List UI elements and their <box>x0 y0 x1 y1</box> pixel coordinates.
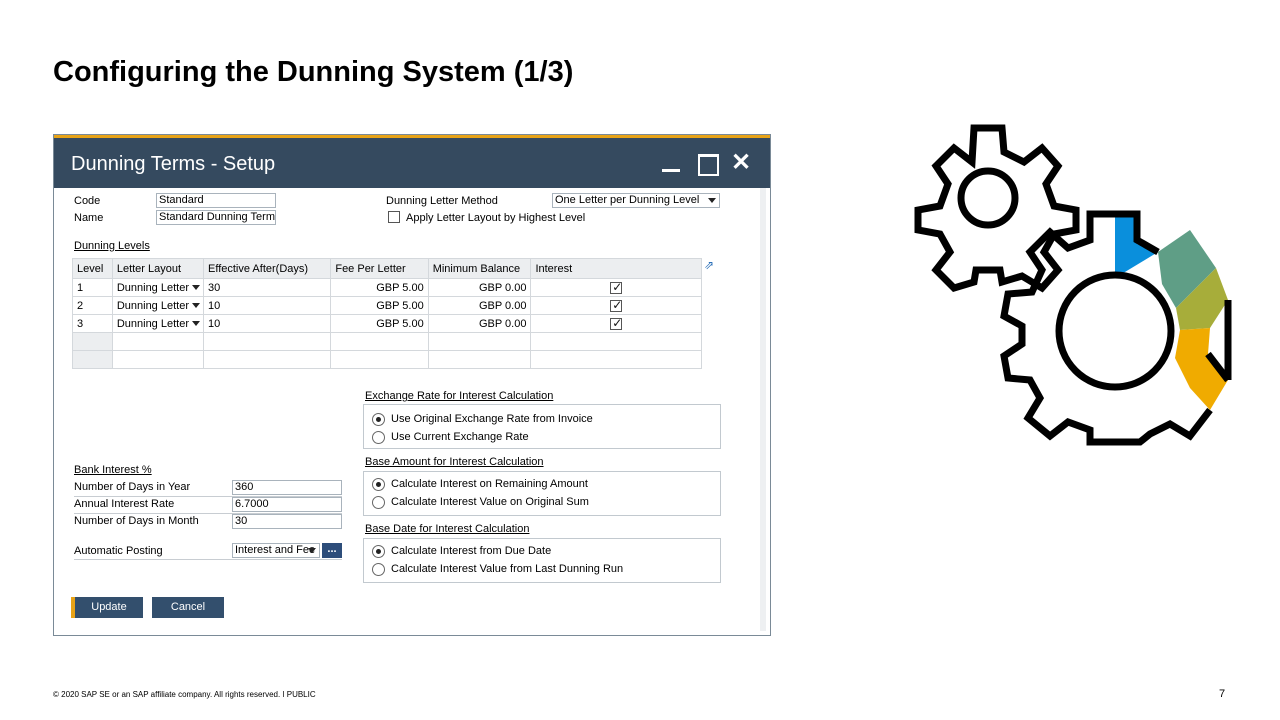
empty-cell[interactable] <box>428 351 531 369</box>
empty-cell[interactable] <box>531 351 702 369</box>
base-amount-label: Base Amount for Interest Calculation <box>365 456 544 468</box>
letter-layout-value: Dunning Letter <box>116 299 189 312</box>
minimum-balance-cell[interactable]: GBP 0.00 <box>428 315 531 333</box>
minimum-balance-cell[interactable]: GBP 0.00 <box>428 297 531 315</box>
minimize-icon[interactable] <box>660 150 682 176</box>
table-row-empty <box>73 351 702 369</box>
dunning-letter-method-label: Dunning Letter Method <box>386 195 498 207</box>
close-icon[interactable]: ✕ <box>730 149 752 176</box>
column-header[interactable]: Effective After(Days) <box>204 259 331 279</box>
window-title: Dunning Terms - Setup <box>71 153 276 175</box>
empty-cell[interactable] <box>73 333 113 351</box>
level-cell[interactable]: 2 <box>73 297 113 315</box>
radio-original-exchange-rate[interactable] <box>372 413 385 426</box>
radio-original-sum[interactable] <box>372 496 385 509</box>
table-header-row <box>73 259 702 279</box>
base-amount-group <box>363 471 721 516</box>
base-date-group <box>363 538 721 583</box>
dropdown-icon <box>192 303 200 308</box>
days-in-month-label: Number of Days in Month <box>74 515 199 527</box>
level-cell[interactable]: 1 <box>73 279 113 297</box>
interest-cell <box>531 297 702 315</box>
bank-interest-label: Bank Interest % <box>74 464 152 476</box>
radio-label: Calculate Interest from Due Date <box>391 545 552 557</box>
column-header[interactable]: Letter Layout <box>112 259 203 279</box>
dropdown-icon <box>192 321 200 326</box>
fee-per-letter-cell[interactable]: GBP 5.00 <box>331 315 428 333</box>
page-number: 7 <box>1219 688 1226 700</box>
radio-current-exchange-rate[interactable] <box>372 431 385 444</box>
interest-cell <box>531 279 702 297</box>
expand-icon[interactable]: ⇗ <box>703 258 715 272</box>
days-in-year-field[interactable]: 360 <box>232 480 342 495</box>
empty-cell[interactable] <box>73 351 113 369</box>
column-header[interactable]: Fee Per Letter <box>331 259 428 279</box>
small-gear-icon <box>918 128 1076 288</box>
slide-title: Configuring the Dunning System (1/3) <box>53 56 574 88</box>
interest-checkbox[interactable] <box>610 318 622 330</box>
fee-per-letter-cell[interactable]: GBP 5.00 <box>331 279 428 297</box>
exchange-rate-group <box>363 404 721 449</box>
annual-interest-rate-field[interactable]: 6.7000 <box>232 497 342 512</box>
radio-label: Calculate Interest Value on Original Sum <box>391 496 589 508</box>
empty-cell[interactable] <box>331 333 428 351</box>
column-header[interactable]: Level <box>73 259 113 279</box>
effective-after-cell[interactable]: 10 <box>204 315 331 333</box>
divider <box>74 559 342 560</box>
vertical-scrollbar[interactable] <box>760 188 766 631</box>
dunning-letter-method-value: One Letter per Dunning Level <box>555 194 700 206</box>
radio-due-date[interactable] <box>372 545 385 558</box>
dunning-terms-window <box>53 134 771 636</box>
radio-label: Calculate Interest Value from Last Dunning Run <box>391 563 624 575</box>
empty-cell[interactable] <box>331 351 428 369</box>
empty-cell[interactable] <box>531 333 702 351</box>
table-row <box>73 279 702 297</box>
automatic-posting-label: Automatic Posting <box>74 545 163 557</box>
minimum-balance-cell[interactable]: GBP 0.00 <box>428 279 531 297</box>
apply-layout-checkbox[interactable] <box>388 211 400 223</box>
base-date-label: Base Date for Interest Calculation <box>365 523 530 535</box>
days-in-year-label: Number of Days in Year <box>74 481 191 493</box>
name-field[interactable]: Standard Dunning Term <box>156 210 276 225</box>
interest-checkbox[interactable] <box>610 300 622 312</box>
dropdown-icon <box>708 198 716 203</box>
table-row <box>73 315 702 333</box>
automatic-posting-ellipsis-button[interactable]: ... <box>322 543 342 558</box>
interest-checkbox[interactable] <box>610 282 622 294</box>
empty-cell[interactable] <box>112 351 203 369</box>
radio-label: Calculate Interest on Remaining Amount <box>391 478 588 490</box>
exchange-rate-label: Exchange Rate for Interest Calculation <box>365 390 554 402</box>
letter-layout-value: Dunning Letter <box>116 281 189 294</box>
dropdown-icon <box>308 548 316 553</box>
empty-cell[interactable] <box>112 333 203 351</box>
apply-layout-label: Apply Letter Layout by Highest Level <box>406 212 586 224</box>
dunning-letter-method-select[interactable] <box>552 193 720 208</box>
code-field[interactable]: Standard <box>156 193 276 208</box>
table-row-empty <box>73 333 702 351</box>
column-header[interactable]: Interest <box>531 259 702 279</box>
large-gear-icon <box>1004 214 1228 448</box>
fee-per-letter-cell[interactable]: GBP 5.00 <box>331 297 428 315</box>
table-row <box>73 297 702 315</box>
automatic-posting-select[interactable] <box>232 543 320 558</box>
effective-after-cell[interactable]: 10 <box>204 297 331 315</box>
copyright-footer: © 2020 SAP SE or an SAP affiliate company. All rights reserved. ǀ PUBLIC <box>53 690 316 699</box>
dunning-levels-label: Dunning Levels <box>74 240 150 252</box>
effective-after-cell[interactable]: 30 <box>204 279 331 297</box>
window-titlebar <box>54 138 770 188</box>
update-button[interactable]: Update <box>71 597 143 618</box>
empty-cell[interactable] <box>204 351 331 369</box>
level-cell[interactable]: 3 <box>73 315 113 333</box>
code-label: Code <box>74 195 101 207</box>
radio-label: Use Current Exchange Rate <box>391 431 529 443</box>
letter-layout-cell[interactable] <box>112 297 203 315</box>
letter-layout-value: Dunning Letter <box>116 317 189 330</box>
radio-last-dunning-run[interactable] <box>372 563 385 576</box>
radio-remaining-amount[interactable] <box>372 478 385 491</box>
automatic-posting-value: Interest and Fee <box>235 544 316 556</box>
interest-cell <box>531 315 702 333</box>
gears-icon <box>900 118 1240 458</box>
dropdown-icon <box>192 285 200 290</box>
name-label: Name <box>74 212 104 224</box>
window-body <box>54 188 770 635</box>
letter-layout-cell[interactable] <box>112 315 203 333</box>
maximize-icon[interactable] <box>696 150 718 176</box>
annual-interest-rate-label: Annual Interest Rate <box>74 498 175 510</box>
empty-cell[interactable] <box>428 333 531 351</box>
letter-layout-cell[interactable] <box>112 279 203 297</box>
column-header[interactable]: Minimum Balance <box>428 259 531 279</box>
radio-label: Use Original Exchange Rate from Invoice <box>391 413 593 425</box>
dunning-levels-table <box>72 258 702 369</box>
empty-cell[interactable] <box>204 333 331 351</box>
cancel-button[interactable]: Cancel <box>152 597 224 618</box>
days-in-month-field[interactable]: 30 <box>232 514 342 529</box>
